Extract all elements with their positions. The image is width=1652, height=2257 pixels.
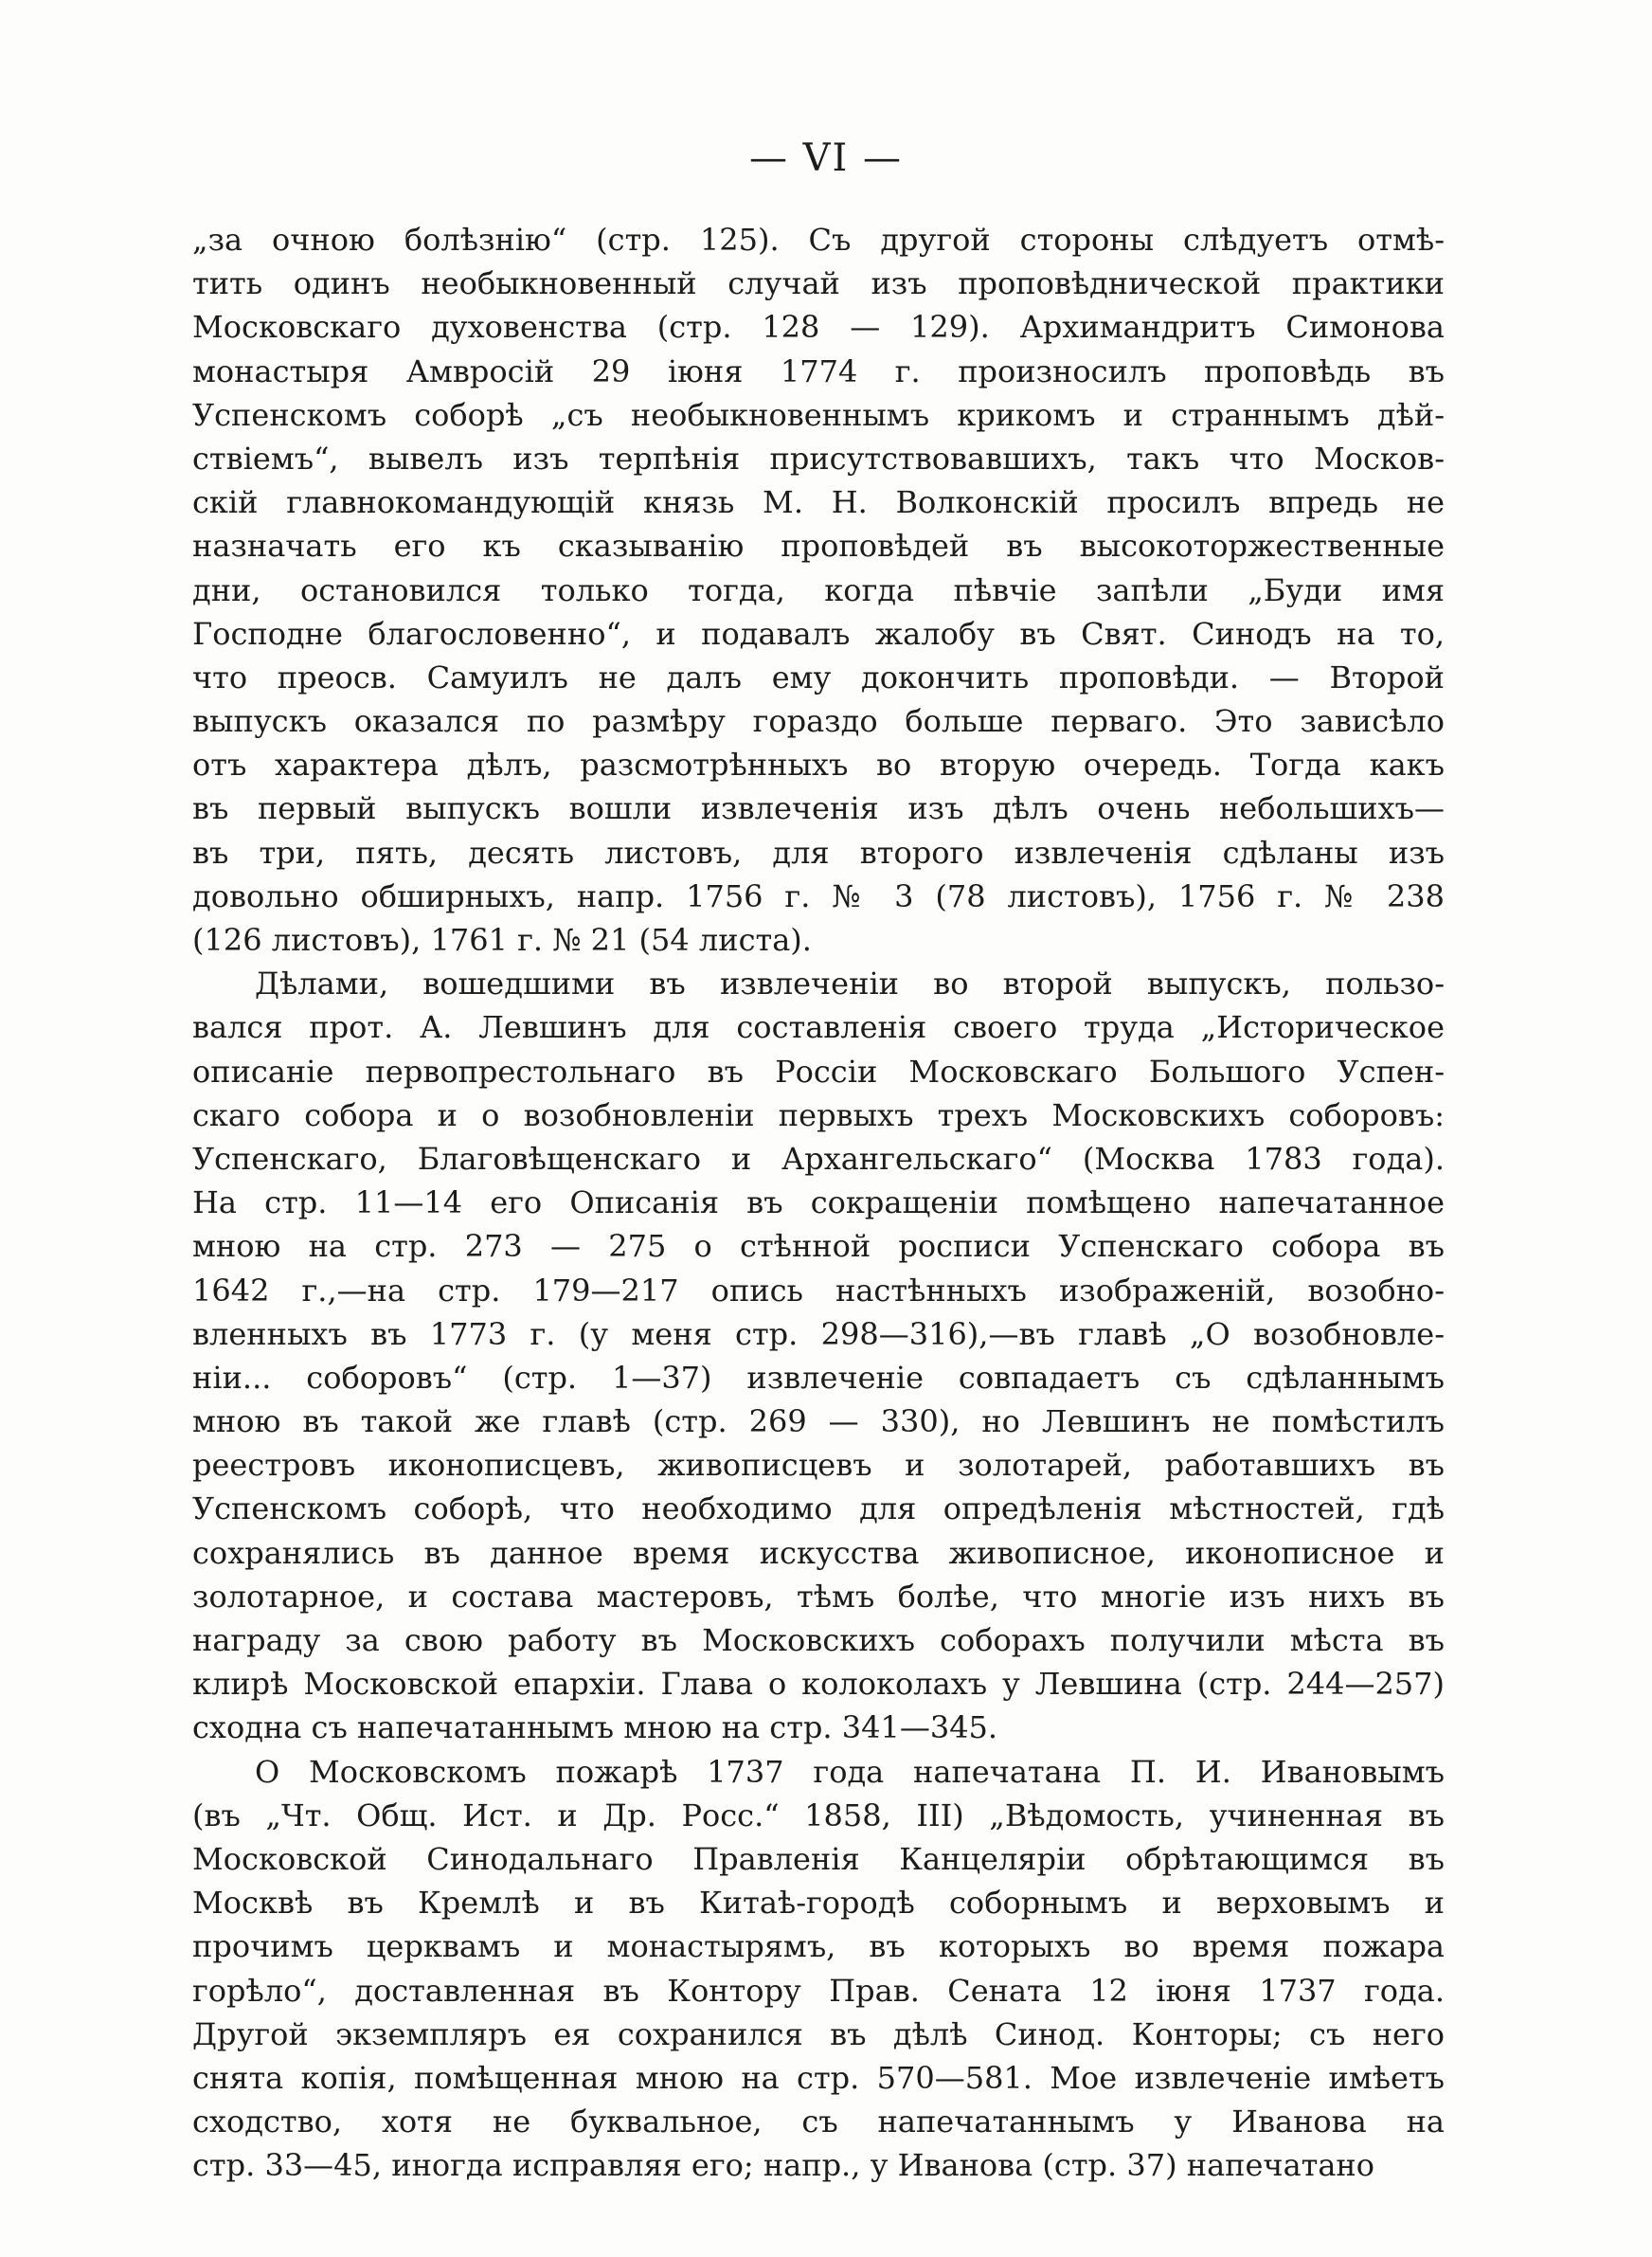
text-line: мною въ такой же главѣ (стр. 269 — 330), но Левшинъ не помѣстилъ xyxy=(192,1403,1445,1440)
text-line: О Московскомъ пожарѣ 1737 года напечатана П. И. Ивановымъ xyxy=(255,1753,1445,1790)
paragraph xyxy=(192,1750,1445,2188)
text-line: ніи... соборовъ“ (стр. 1—37) извлеченіе совпадаетъ съ сдѣланнымъ xyxy=(192,1359,1445,1396)
text-line: мною на стр. 273 — 275 о стѣнной росписи Успенскаго собора въ xyxy=(192,1228,1445,1265)
page-number: — VI — xyxy=(748,136,904,180)
text-line: Московской Синодальнаго Правленія Канцеляріи обрѣтающимся въ xyxy=(192,1840,1445,1877)
text-line: Успенскаго, Благовѣщенскаго и Архангельскаго“ (Москва 1783 года). xyxy=(192,1140,1445,1177)
body-text xyxy=(192,218,1445,2187)
text-line: 1642 г.,—на стр. 179—217 опись настѣнныхъ изображеній, возобно- xyxy=(192,1272,1445,1309)
text-line: клирѣ Московской епархіи. Глава о колоколахъ у Левшина (стр. 244—257) xyxy=(192,1666,1445,1703)
text-line: снята копія, помѣщенная мною на стр. 570—581. Мое извлеченіе имѣетъ xyxy=(192,2059,1445,2096)
text-line: описаніе первопрестольнаго въ Россіи Московскаго Большого Успен- xyxy=(192,1053,1445,1090)
text-line: монастыря Амвросій 29 іюня 1774 г. произносилъ проповѣдь въ xyxy=(192,352,1445,389)
text-line: что преосв. Самуилъ не далъ ему докончить проповѣди. — Второй xyxy=(192,659,1445,695)
text-line: назначать его къ сказыванію проповѣдей въ высокоторжественные xyxy=(192,528,1445,565)
text-line: стр. 33—45, иногда исправляя его; напр., у Иванова (стр. 37) напечатано xyxy=(192,2147,1375,2184)
text-line: реестровъ иконописцевъ, живописцевъ и золотарей, работавшихъ въ xyxy=(192,1447,1445,1484)
text-line: золотарное, и состава мастеровъ, тѣмъ болѣе, что многіе изъ нихъ въ xyxy=(192,1578,1445,1615)
text-line: прочимъ церквамъ и монастырямъ, въ которыхъ во время пожара xyxy=(192,1928,1445,1965)
text-line: ствіемъ“, вывелъ изъ терпѣнія присутствовавшихъ, такъ что Москов- xyxy=(192,440,1445,477)
text-line: Москвѣ въ Кремлѣ и въ Китаѣ-городѣ соборнымъ и верховымъ и xyxy=(192,1885,1445,1922)
text-line: сходство, хотя не буквальное, съ напечатаннымъ у Иванова на xyxy=(192,2104,1445,2140)
text-line: дни, остановился только тогда, когда пѣвчіе запѣли „Буди имя xyxy=(192,571,1445,608)
text-line: „за очною болѣзнію“ (стр. 125). Съ другой стороны слѣдуетъ отмѣ- xyxy=(192,222,1445,258)
text-line: Дѣлами, вошедшими въ извлеченіи во второй выпускъ, пользо- xyxy=(255,966,1445,1002)
text-line: выпускъ оказался по размѣру гораздо больше перваго. Это зависѣло xyxy=(192,703,1445,740)
text-line: отъ характера дѣлъ, разсмотрѣнныхъ во вторую очередь. Тогда какъ xyxy=(192,747,1445,784)
text-line: въ первый выпускъ вошли извлеченія изъ дѣлъ очень небольшихъ— xyxy=(192,790,1445,827)
text-line: награду за свою работу въ Московскихъ соборахъ получили мѣста въ xyxy=(192,1622,1445,1658)
text-line: вался прот. А. Левшинъ для составленія своего труда „Историческое xyxy=(192,1009,1445,1046)
text-line: Другой экземпляръ ея сохранился въ дѣлѣ Синод. Конторы; съ него xyxy=(192,2015,1445,2052)
text-line: скаго собора и о возобновленіи первыхъ трехъ Московскихъ соборовъ: xyxy=(192,1096,1445,1133)
text-line: Московскаго духовенства (стр. 128 — 129). Архимандритъ Симонова xyxy=(192,309,1445,346)
text-line: Господне благословенно“, и подавалъ жалобу въ Свят. Синодъ на то, xyxy=(192,615,1445,652)
text-line: (126 листовъ), 1761 г. № 21 (54 листа). xyxy=(192,922,812,958)
text-line: тить одинъ необыкновенный случай изъ проповѣднической практики xyxy=(192,265,1445,302)
text-line: вленныхъ въ 1773 г. (у меня стр. 298—316),—въ главѣ „О возобновле- xyxy=(192,1315,1445,1352)
text-line: Успенскомъ соборѣ, что необходимо для опредѣленія мѣстностей, гдѣ xyxy=(192,1490,1445,1527)
text-line: Успенскомъ соборѣ „съ необыкновеннымъ крикомъ и страннымъ дѣй- xyxy=(192,396,1445,433)
text-line: скій главнокомандующій князь М. Н. Волконскій просилъ впредь не xyxy=(192,484,1445,521)
text-line: сходна съ напечатаннымъ мною на стр. 341—345. xyxy=(192,1709,998,1746)
text-line: сохранялись въ данное время искусства живописное, иконописное и xyxy=(192,1534,1445,1571)
text-line: довольно обширныхъ, напр. 1756 г. № 3 (78 листовъ), 1756 г. № 238 xyxy=(192,877,1445,914)
text-line: (въ „Чт. Общ. Ист. и Др. Росс.“ 1858, III) „Вѣдомость, учиненная въ xyxy=(192,1797,1445,1833)
paragraph xyxy=(192,962,1445,1749)
text-line: На стр. 11—14 его Описанія въ сокращеніи помѣщено напечатанное xyxy=(192,1184,1445,1221)
text-line: въ три, пять, десять листовъ, для второго извлеченія сдѣланы изъ xyxy=(192,834,1445,871)
paragraph xyxy=(192,218,1445,962)
text-line: горѣло“, доставленная въ Контору Прав. Сената 12 іюня 1737 года. xyxy=(192,1972,1445,2009)
